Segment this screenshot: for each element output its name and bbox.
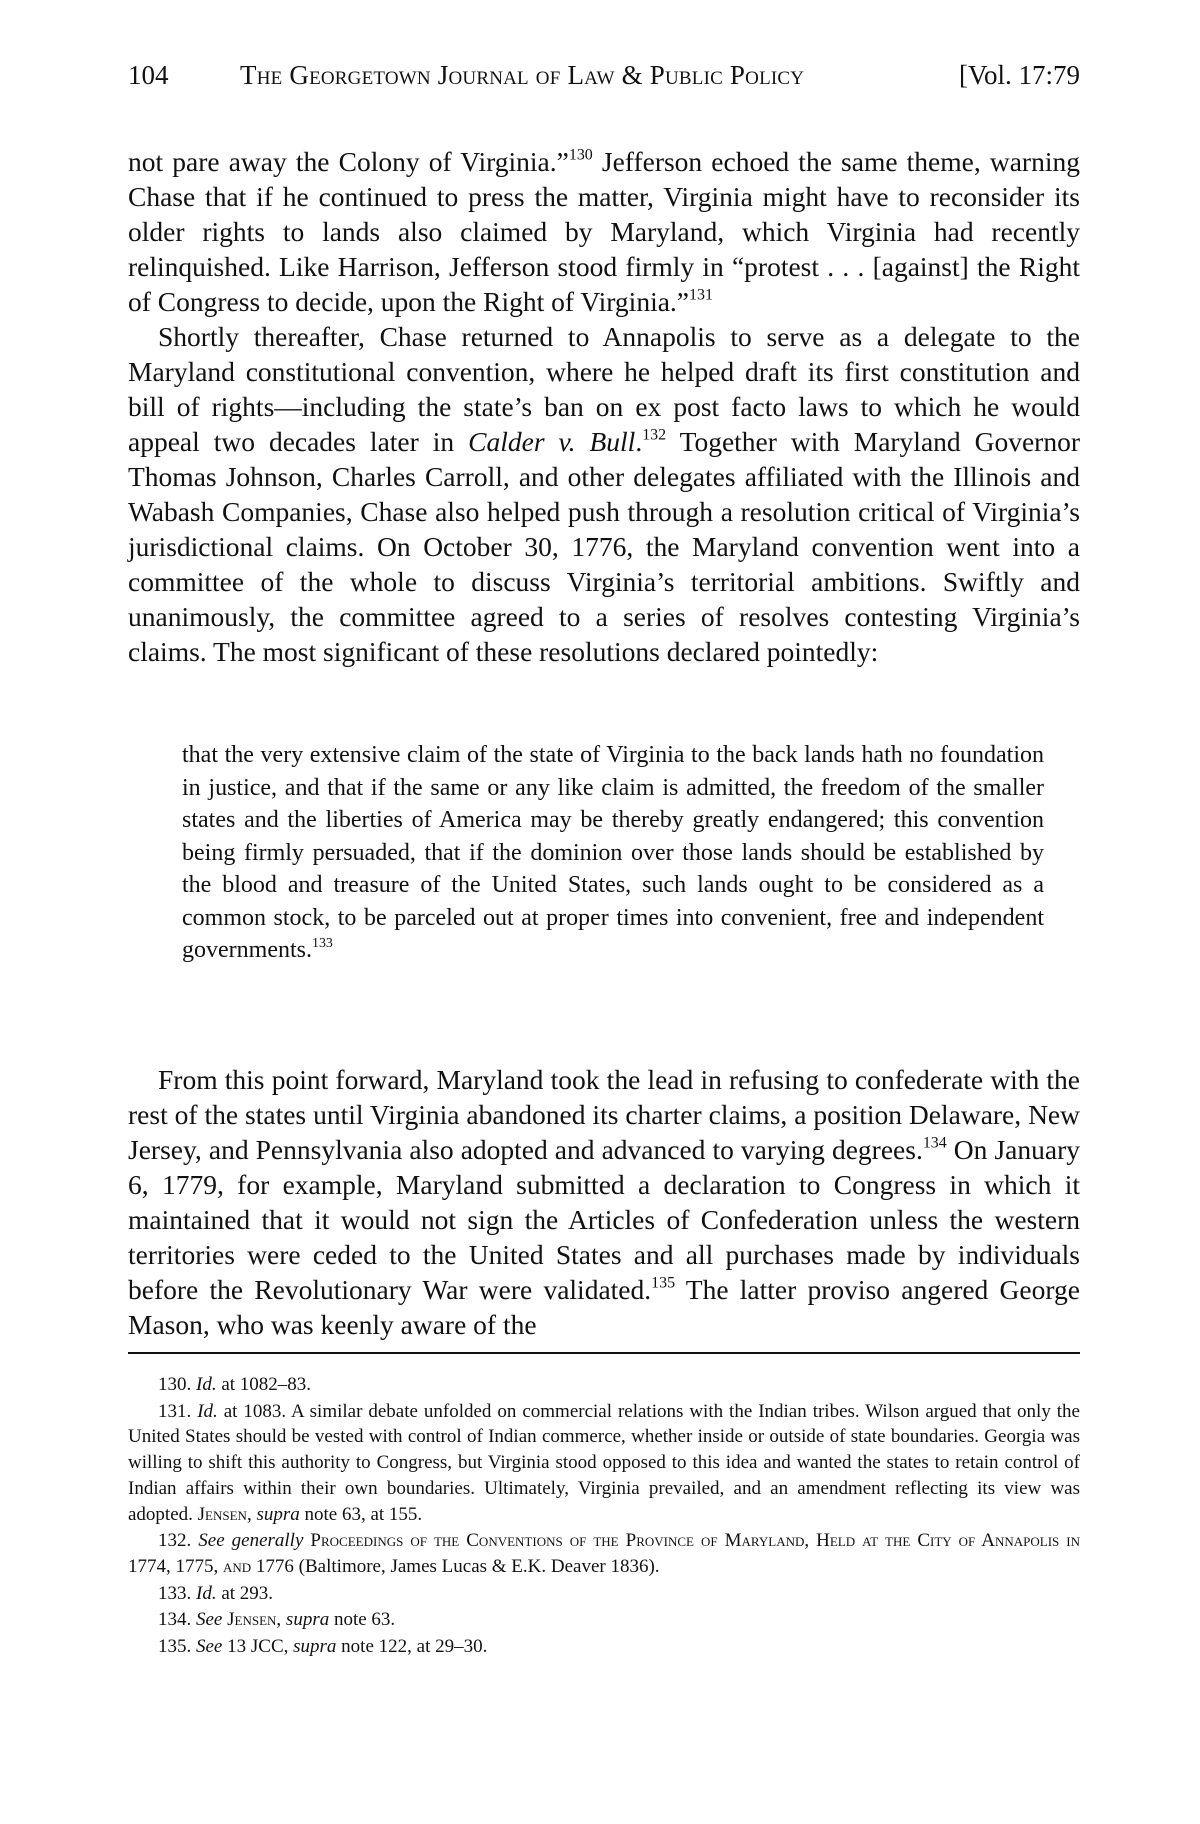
- footnote-134: 134. See Jensen, supra note 63.: [158, 1609, 396, 1631]
- footnote-135: 135. See 13 JCC, supra note 122, at 29–30.: [158, 1636, 488, 1658]
- paragraph-3: From this point forward, Maryland took the lead in refusing to confederate with the rest of the states until Virginia abandoned its charter claims, a position Delaware, New Jersey, and Pennsylvania also adopted and advanced to varying degrees.$^{134}$ On January 6, 1779, for example, Maryland submitted a declaration to Congress in which it maintained that it would not sign the Articles of Confederation unless the western territories were ceded to the United States and all purchases made by individuals before the Revolutionary War were validated.$^{135}$ The latter proviso angered George Mason, who was keenly aware of the: [128, 1063, 1080, 1340]
- footnote-ref-130[interactable]: 130: [568, 146, 593, 164]
- paragraph-2: Shortly thereafter, Chase returned to Annapolis to serve as a delegate to the Maryland constitutional convention, where he helped draft its first constitution and bill of rights—including the state’s ban on ex post facto laws to which he would appeal two decades later in Calder v. Bull.$^{132}$ Together with Maryland Governor Thomas Johnson, Charles Carroll, and other delegates affiliated with the Illinois and Wabash Companies, Chase also helped push through a resolution critical of Virginia’s jurisdictional claims. On October 30, 1776, the Maryland convention went into a committee of the whole to discuss Virginia’s territorial ambitions. Swiftly and unanimously, the committee agreed to a series of resolves contesting Virginia’s claims. The most significant of these resolutions declared pointedly:: [128, 321, 1081, 667]
- block-quote: that the very extensive claim of the state of Virginia to the back lands hath no foundation in justice, and that if the same or any like claim is admitted, the freedom of the smaller states and the liberties of America may be thereby greatly endangered; this convention being firmly persuaded, that if the dominion over those lands should be established by the blood and treasure of the United States, such lands ought to be considered as a common stock, to be parceled out at proper times into convenient, free and independent governments.$^{133}$: [182, 742, 1044, 963]
- footnote-ref-133[interactable]: 133: [311, 935, 333, 951]
- footnote-ref-131[interactable]: 131: [689, 286, 713, 304]
- footnote-130: 130. Id. at 1082–83.: [158, 1374, 312, 1395]
- main-text-bottom: [128, 1034, 1080, 1369]
- footnote-ref-134[interactable]: 134: [922, 1134, 947, 1152]
- journal-title: The Georgetown Journal of Law & Public Policy: [240, 60, 805, 90]
- footnote-133: 133. Id. at 293.: [158, 1582, 274, 1604]
- footnotes: [128, 1372, 1080, 1661]
- main-text-top: [128, 144, 1080, 669]
- footnote-divider: [128, 1352, 1080, 1354]
- paragraph-1: not pare away the Colony of Virginia.”$^{130}$ Jefferson echoed the same theme, warning Chase that if he continued to press the matter, Virginia might have to reconsider its older rights to lands also claimed by Maryland, which Virginia had recently relinquished. Like Harrison, Jefferson stood firmly in “protest . . . [against] the Right of Congress to decide, upon the Right of Virginia.”$^{131}$: [128, 146, 1080, 317]
- footnote-132: 132. See generally Proceedings of the Conventions of the Province of Maryland, Held at the City of Annapolis in 1774, 1775, and 1776 (Baltimore, James Lucas & E.K. Deaver 1836).: [128, 1530, 1080, 1577]
- footnote-ref-135[interactable]: 135: [651, 1274, 676, 1292]
- case-name: Calder v. Bull: [468, 426, 636, 457]
- footnote-ref-132[interactable]: 132: [642, 426, 667, 444]
- footnote-131: 131. Id. at 1083. A similar debate unfolded on commercial relations with the Indian tribes. Wilson argued that only the United States should be vested with control of Indian commerce, whether inside or outside of state boundaries. Georgia was willing to shift this authority to Congress, but Virginia stood opposed to this idea and wanted the states to retain control of Indian affairs within their own boundaries. Ultimately, Virginia prevailed, and an amendment reflecting its view was adopted. Jensen, supra note 63, at 155.: [128, 1400, 1080, 1525]
- page-number: 104: [128, 60, 169, 90]
- running-header: [128, 58, 1080, 92]
- volume-citation: [Vol. 17:79: [958, 60, 1080, 90]
